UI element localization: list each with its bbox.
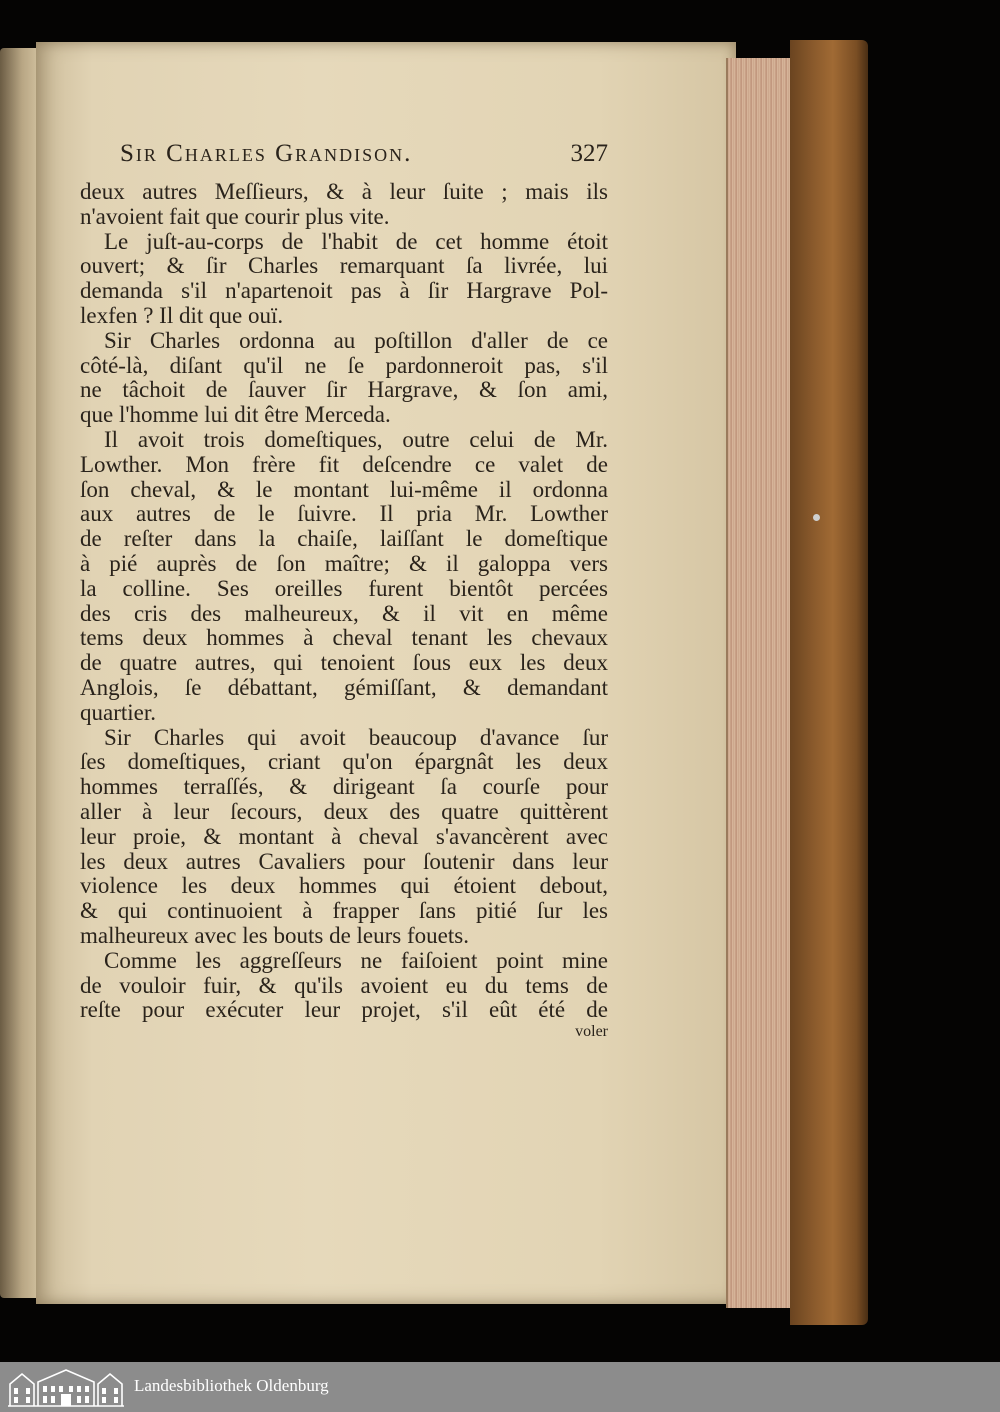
library-name: Landesbibliothek Oldenburg [134,1376,329,1395]
text-line: deux autres Meſſieurs, & à leur ſuite ; mais ils [80,180,608,204]
text-line: que l'homme lui dit être Merceda. [80,403,391,428]
running-title: Sir Charles Grandison. [120,140,413,167]
text-line: Lowther. Mon frère fit deſcendre ce valet de [80,452,608,477]
text-line: Anglois, ſe débattant, gémiſſant, & demandant [80,675,608,700]
text-line: la colline. Ses oreilles furent bientôt percées [80,576,608,601]
cover-mark [813,514,820,521]
text-line: & qui continuoient à frapper ſans pitié ſur les [80,899,608,924]
text-line: leur proie, & montant à cheval s'avancèrent avec [80,824,608,849]
text-line: Sir Charles ordonna au poſtillon d'aller de ce [104,328,608,353]
text-line: de quatre autres, qui tenoient ſous eux les deux [80,651,608,676]
text-line: aller à leur ſecours, deux des quatre quittèrent [80,799,608,824]
text-line: à pié auprès de ſon maître; & il galoppa vers [80,551,608,576]
leather-cover [790,40,868,1325]
text-line: les deux autres Cavaliers pour ſoutenir dans leur [80,849,608,874]
text-line: Le juſt-au-corps de l'habit de cet homme étoit [104,229,608,254]
catchword: voler [575,1023,608,1041]
text-line: demanda s'il n'apartenoit pas à ſir Hargrave Pol- [80,279,608,304]
text-line: de vouloir fuir, & qu'ils avoient eu du tems de [80,973,608,998]
text-line: Comme les aggreſſeurs ne faiſoient point mine [104,948,608,973]
text-line: quartier. [80,700,156,725]
library-footer [0,1362,1000,1412]
text-line: ouvert; & ſir Charles remarquant ſa livrée, lui [80,254,608,279]
library-building-icon [8,1366,124,1408]
text-line: des cris des malheureux, & il vit en même [80,601,608,626]
text-line: ſon cheval, & le montant lui-même il ordonna [80,477,608,502]
text-line: ne tâchoit de ſauver ſir Hargrave, & ſon ami, [80,378,608,403]
text-line: Il avoit trois domeſtiques, outre celui de Mr. [104,427,608,452]
page-text-block [80,140,608,1048]
text-line: reſte pour exécuter leur projet, s'il eût été de [80,998,608,1023]
text-line: ſes domeſtiques, criant qu'on épargnât les deux [80,750,608,775]
page-fore-edge [726,58,794,1308]
text-line: de reſter dans la chaiſe, laiſſant le domeſtique [80,527,608,552]
body-text [80,180,608,1023]
text-line: côté-là, diſant qu'il ne ſe pardonneroit pas, s'il [80,353,608,378]
text-line: malheureux avec les bouts de leurs fouets. [80,923,469,948]
text-line: lexfen ? Il dit que ouï. [80,303,284,328]
text-line: aux autres de le ſuivre. Il pria Mr. Lowther [80,502,608,527]
text-line: Sir Charles qui avoit beaucoup d'avance ſur [104,725,608,750]
text-line: n'avoient fait que courir plus vite. [80,204,390,229]
text-line: violence les deux hommes qui étoient debout, [80,874,608,899]
text-line: tems deux hommes à cheval tenant les chevaux [80,626,608,651]
text-line: hommes terraſſés, & dirigeant ſa courſe pour [80,775,608,800]
page-header [80,140,608,180]
page-number: 327 [570,140,608,167]
